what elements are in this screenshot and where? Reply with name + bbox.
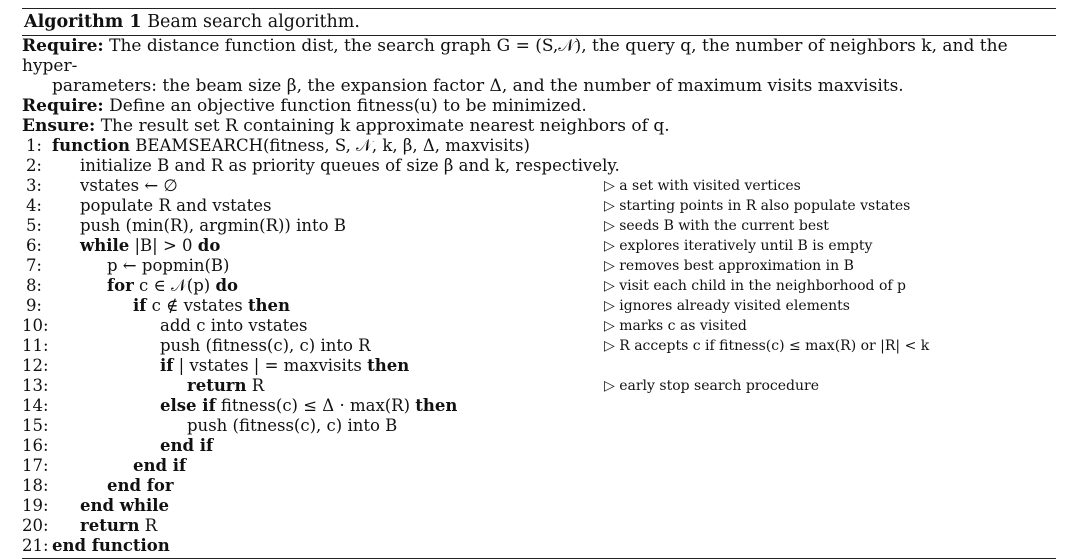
line-number: 13: <box>22 376 49 395</box>
require-2-label: Require: <box>22 96 104 116</box>
algorithm-line <box>22 136 1056 156</box>
algorithm-line <box>22 356 1056 376</box>
algorithm-line <box>22 316 1056 336</box>
line-number: 8: <box>25 276 42 295</box>
line-number: 11: <box>22 336 49 355</box>
line-code <box>160 316 308 336</box>
line-number: 17: <box>22 456 49 475</box>
keyword: end function <box>52 536 170 555</box>
statement-text: push (fitness(c), c) into B <box>187 416 398 435</box>
require-1-continued: parameters: the beam size β, the expansion factor Δ, and the number of maximum visits maxvisits. <box>52 76 904 96</box>
algorithm-header <box>22 36 1056 136</box>
line-code <box>133 456 186 476</box>
line-code <box>52 136 530 156</box>
line-code <box>107 476 174 496</box>
statement-text: push (fitness(c), c) into R <box>160 336 371 355</box>
keyword-trailing: then <box>367 356 410 375</box>
line-code <box>107 256 230 276</box>
caption-title: Beam search algorithm. <box>147 12 360 32</box>
line-code <box>80 236 220 256</box>
line-code <box>80 196 272 216</box>
keyword: end while <box>80 496 170 515</box>
line-number: 15: <box>22 416 49 435</box>
line-code <box>107 276 238 296</box>
require-2 <box>22 96 1056 116</box>
algorithm-caption <box>22 9 1056 35</box>
line-number: 20: <box>22 516 49 535</box>
line-comment: ▷ explores iteratively until B is empty <box>604 238 873 254</box>
line-code <box>160 356 409 376</box>
keyword: return <box>187 376 247 395</box>
algorithm-line <box>22 496 1056 516</box>
keyword: return <box>80 516 140 535</box>
line-comment: ▷ early stop search procedure <box>604 378 820 394</box>
statement-text: BEAMSEARCH(fitness, S, 𝒩, k, β, Δ, maxvisits) <box>130 136 530 155</box>
line-code <box>160 336 371 356</box>
line-code <box>80 216 346 236</box>
line-code <box>187 416 397 436</box>
line-comment: ▷ starting points in R also populate vstates <box>604 198 911 214</box>
algorithm-line <box>22 176 1056 196</box>
line-number: 1: <box>25 136 42 155</box>
statement-text: R <box>246 376 265 395</box>
ensure-text: The result set R containing k approximate nearest neighbors of q. <box>100 116 670 136</box>
line-number: 2: <box>25 156 42 175</box>
algorithm-line <box>22 436 1056 456</box>
keyword: end if <box>133 456 187 475</box>
caption-label: Algorithm 1 <box>24 12 142 32</box>
algorithm-line <box>22 396 1056 416</box>
line-number: 10: <box>22 316 49 335</box>
line-number: 16: <box>22 436 49 455</box>
line-comment: ▷ visit each child in the neighborhood of p <box>604 278 906 294</box>
statement-text: initialize B and R as priority queues of size β and k, respectively. <box>80 156 620 175</box>
algorithm-line <box>22 336 1056 356</box>
keyword-trailing: do <box>215 276 239 295</box>
algorithm-line <box>22 416 1056 436</box>
keyword-trailing: then <box>247 296 291 315</box>
statement-text: push (min(R), argmin(R)) into B <box>80 216 346 235</box>
algorithm-block <box>22 8 1056 559</box>
line-number: 5: <box>25 216 42 235</box>
algorithm-line <box>22 296 1056 316</box>
line-number: 7: <box>25 256 42 275</box>
line-code <box>80 156 620 176</box>
line-comment: ▷ ignores already visited elements <box>604 298 850 314</box>
line-number: 18: <box>22 476 49 495</box>
line-code <box>133 296 290 316</box>
keyword: else if <box>160 396 216 415</box>
require-1-label: Require: <box>22 36 104 56</box>
line-code <box>187 376 264 396</box>
line-comment: ▷ marks c as visited <box>604 318 747 334</box>
statement-text: |B| > 0 <box>129 236 198 255</box>
statement-text: populate R and vstates <box>80 196 272 215</box>
line-number: 12: <box>22 356 49 375</box>
line-comment: ▷ seeds B with the current best <box>604 218 829 234</box>
algorithm-line <box>22 236 1056 256</box>
statement-text: c ∈ 𝒩(p) <box>133 276 216 295</box>
line-code <box>52 536 170 556</box>
line-number: 21: <box>22 536 49 555</box>
line-code <box>80 516 157 536</box>
algorithm-line <box>22 196 1056 216</box>
algorithm-line <box>22 516 1056 536</box>
keyword: if <box>160 356 174 375</box>
statement-text: | vstates | = maxvisits <box>173 356 368 375</box>
algorithm-line <box>22 536 1056 556</box>
line-code <box>80 496 169 516</box>
line-number: 3: <box>25 176 42 195</box>
ensure <box>22 116 1056 136</box>
algorithm-line <box>22 376 1056 396</box>
statement-text: p ← popmin(B) <box>107 256 230 275</box>
statement-text: fitness(c) ≤ Δ · max(R) <box>215 396 416 415</box>
keyword: function <box>52 136 131 155</box>
algorithm-line <box>22 216 1056 236</box>
line-number: 4: <box>25 196 42 215</box>
line-comment: ▷ removes best approximation in B <box>604 258 854 274</box>
statement-text: R <box>139 516 158 535</box>
line-comment: ▷ a set with visited vertices <box>604 178 801 194</box>
statement-text: vstates ← ∅ <box>80 176 178 195</box>
line-number: 6: <box>25 236 42 255</box>
statement-text: add c into vstates <box>160 316 308 335</box>
require-1 <box>22 36 1056 76</box>
algorithm-line <box>22 276 1056 296</box>
algorithm-line <box>22 456 1056 476</box>
keyword: end if <box>160 436 214 455</box>
ensure-label: Ensure: <box>22 116 96 136</box>
line-number: 19: <box>22 496 49 515</box>
keyword-trailing: do <box>197 236 221 255</box>
algorithm-line <box>22 156 1056 176</box>
statement-text: c ∉ vstates <box>146 296 248 315</box>
algorithm-line <box>22 256 1056 276</box>
require-2-text: Define an objective function fitness(u) to be minimized. <box>109 96 587 116</box>
line-code <box>160 436 213 456</box>
keyword: end for <box>107 476 174 495</box>
algorithm-line <box>22 476 1056 496</box>
keyword: for <box>107 276 134 295</box>
line-code <box>160 396 457 416</box>
line-number: 14: <box>22 396 49 415</box>
code-lines <box>22 136 1056 556</box>
line-code <box>80 176 178 196</box>
line-number: 9: <box>25 296 42 315</box>
keyword: while <box>80 236 130 255</box>
keyword: if <box>133 296 147 315</box>
require-1-text: The distance function dist, the search graph G = (S,𝒩), the query q, the number of neighbors k, and the hyper- <box>22 36 1008 76</box>
line-comment: ▷ R accepts c if fitness(c) ≤ max(R) or |R| < k <box>604 338 930 354</box>
keyword-trailing: then <box>415 396 458 415</box>
